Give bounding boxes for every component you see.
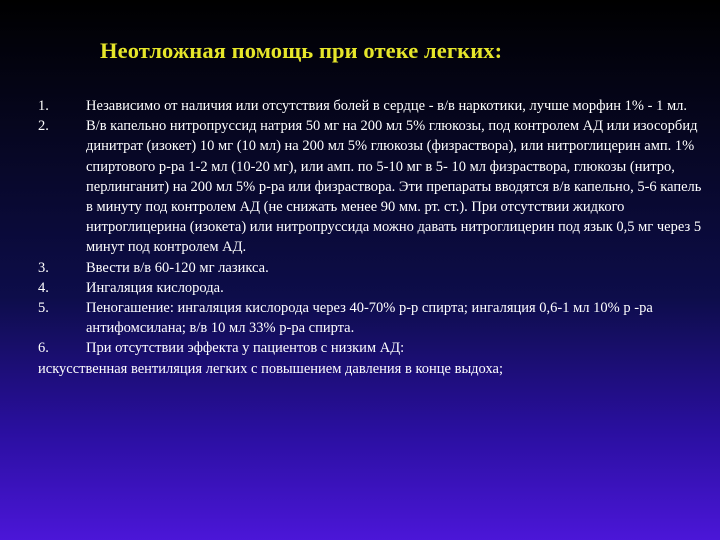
list-item-number: 5. — [38, 300, 49, 317]
list-item-number: 2. — [38, 118, 49, 135]
list-item-text: При отсутствии эффекта у пациентов с низким АД: — [86, 340, 405, 357]
list-item-3 — [38, 258, 702, 278]
list-item-text: Ингаляция кислорода. — [86, 279, 224, 296]
list-item-text: В/в капельно нитропруссид натрия 50 мг на 200 мл 5% глюкозы, под контролем АД или изосорбид динитрат (изокет) 10 мг (10 мл) на 200 мл 5% глюкозы (физраствора), или нитроглицерин амп. 1% спиртового р-ра 1-2 мл (10-20 мг), или амп. по 5-10 мг в 5- 10 мл физраствора, глюкозы (нитро, перлинганит) на 200 мл 5% р-ра или физраствора. Эти препараты вводятся в/в капельно, 5-6 капель в минуту под контролем АД (не снижать менее 90 мм. рт. ст.). При отсутствии жидкого нитроглицерина (изокета) или нитропруссида можно давать нитроглицерин под язык 0,5 мг через 5 минут под контролем АД. — [86, 118, 702, 256]
list-item-6 — [38, 338, 702, 358]
list-item-number: 3. — [38, 259, 49, 276]
slide-title: Неотложная помощь при отеке легких: — [100, 38, 503, 63]
list-item-number: 1. — [38, 98, 49, 114]
list-item-2 — [38, 116, 702, 257]
slide-body — [38, 96, 702, 379]
list-item-number: 4. — [38, 279, 49, 296]
list-item-1 — [38, 96, 702, 116]
list-item-text: Ввести в/в 60-120 мг лазикса. — [86, 259, 269, 276]
list-item-number: 6. — [38, 340, 49, 357]
trailing-text: искусственная вентиляция легких с повышением давления в конце выдоха; — [38, 360, 503, 377]
list-item-5 — [38, 298, 702, 338]
list-item-text: Пеногашение: ингаляция кислорода через 40-70% р-р спирта; ингаляция 0,6-1 мл 10% р -ра антифомсилана; в/в 10 мл 33% р-ра спирта. — [86, 300, 653, 337]
list-item-text: Независимо от наличия или отсутствия болей в сердце - в/в наркотики, лучше морфин 1% - 1 мл. — [86, 98, 687, 114]
list-item-4 — [38, 278, 702, 298]
